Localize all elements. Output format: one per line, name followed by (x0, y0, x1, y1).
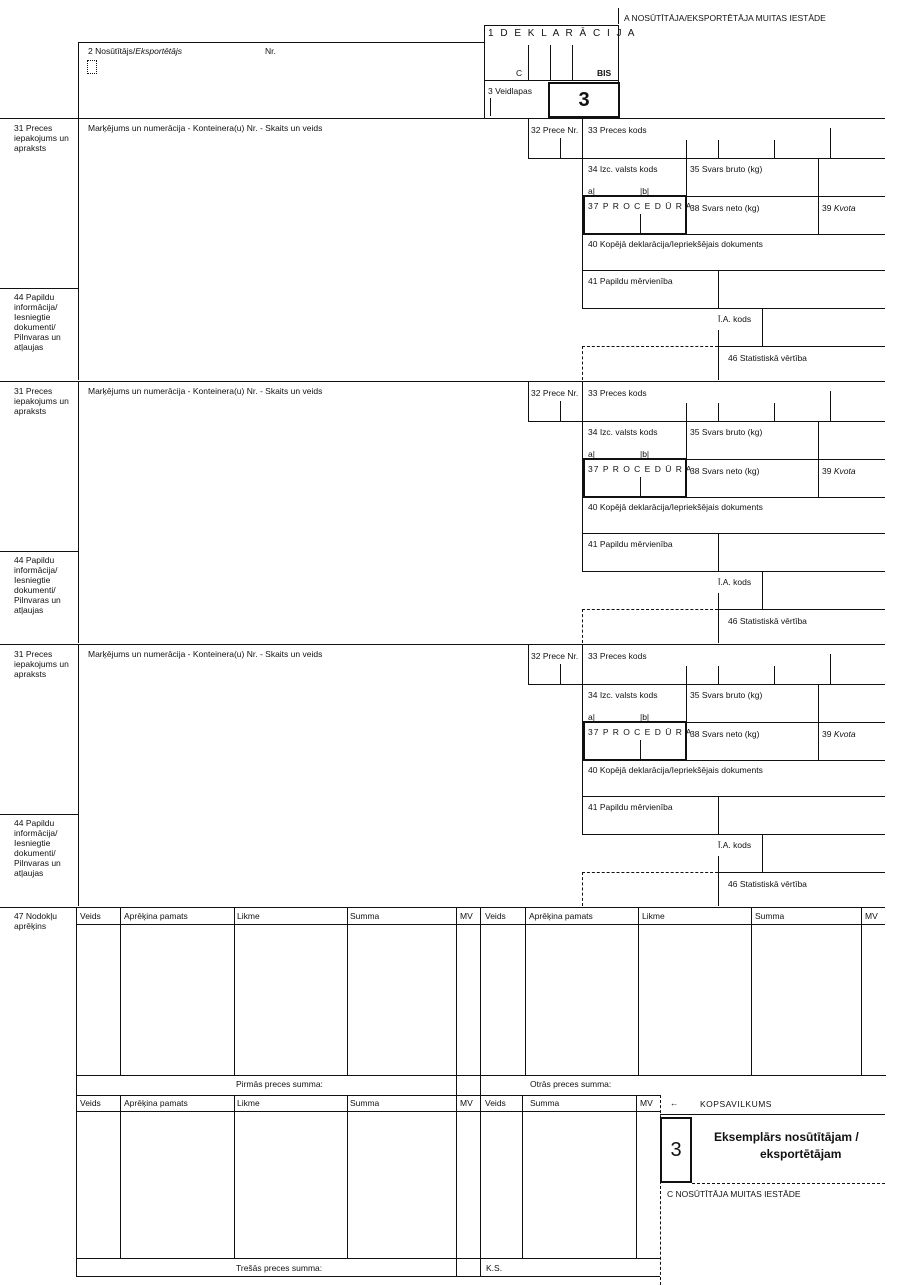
item2-box35: 35 Svars bruto (kg) (690, 427, 763, 437)
item2-box31-label: 31 Preces iepakojums un apraksts (14, 386, 69, 416)
item3-box37: 37 P R O C E D Ū R A (588, 727, 693, 737)
item2-box32: 32 Prece Nr. (531, 388, 579, 398)
item2-desc-label: Marķējums un numerācija - Konteinera(u) Nr. - Skaits un veids (88, 386, 323, 396)
item2-box39: 39 Kvota (822, 466, 856, 476)
item1-ia-kods: Ī.A. kods (718, 314, 752, 324)
item3-box31-label: 31 Preces iepakojums un apraksts (14, 649, 69, 679)
item3-desc-label: Marķējums un numerācija - Konteinera(u) Nr. - Skaits un veids (88, 649, 323, 659)
item3-box39: 39 Kvota (822, 729, 856, 739)
item1-box33: 33 Preces kods (588, 125, 647, 135)
item1-box35: 35 Svars bruto (kg) (690, 164, 763, 174)
item2-box41: 41 Papildu mērvienība (588, 539, 673, 549)
item1-box39: 39 Kvota (822, 203, 856, 213)
summary-label: KOPSAVILKUMS (700, 1099, 772, 1109)
item1-box41: 41 Papildu mērvienība (588, 276, 673, 286)
item2-box40: 40 Kopējā deklarācija/Iepriekšējais dokuments (588, 502, 763, 512)
item3-box44-label: 44 Papildu informācija/ Iesniegtie dokumenti/ Pilnvaras un atļaujas (14, 818, 61, 878)
copy-title-2: eksportētājam (760, 1147, 842, 1161)
copy-title-1: Eksemplārs nosūtītājam / (714, 1130, 859, 1144)
item3-box33: 33 Preces kods (588, 651, 647, 661)
item3-box34: 34 Izc. valsts kods (588, 690, 658, 700)
item3-ia-kods: Ī.A. kods (718, 840, 752, 850)
item1-box40: 40 Kopējā deklarācija/Iepriekšējais dokuments (588, 239, 763, 249)
item2-box38: 38 Svars neto (kg) (690, 466, 760, 476)
field-c-label: C NOSŪTĪTĀJA MUITAS IESTĀDE (667, 1189, 801, 1199)
forms-label: 3 Veidlapas (488, 86, 532, 96)
box47-label: 47 Nodokļu aprēķins (14, 911, 58, 931)
item2-box46: 46 Statistiskā vērtība (728, 616, 807, 626)
item2-ia-kods: Ī.A. kods (718, 577, 752, 587)
ks-label: K.S. (486, 1263, 503, 1273)
item3-box32: 32 Prece Nr. (531, 651, 579, 661)
item3-box46: 46 Statistiskā vērtība (728, 879, 807, 889)
consignor-nr: Nr. (265, 46, 276, 56)
item1-box38: 38 Svars neto (kg) (690, 203, 760, 213)
item2-box33: 33 Preces kods (588, 388, 647, 398)
copy-number-footer: 3 (660, 1117, 692, 1183)
field-a-label: A NOSŪTĪTĀJA/EKSPORTĒTĀJA MUITAS IESTĀDE (624, 13, 826, 23)
item1-box37: 37 P R O C E D Ū R A (588, 201, 693, 211)
item1-box44-label: 44 Papildu informācija/ Iesniegtie dokumenti/ Pilnvaras un atļaujas (14, 292, 61, 352)
item3-box35: 35 Svars bruto (kg) (690, 690, 763, 700)
consignor-label: 2 Nosūtītājs/Eksportētājs (88, 46, 183, 56)
copy-number-box: 3 (548, 82, 620, 118)
second-item-sum: Otrās preces summa: (530, 1079, 612, 1089)
item1-box34: 34 Izc. valsts kods (588, 164, 658, 174)
item2-box34: 34 Izc. valsts kods (588, 427, 658, 437)
item1-box31-label: 31 Preces iepakojums un apraksts (14, 123, 69, 153)
declaration-label: 1 D E K L A R Ā C I J A (488, 28, 637, 39)
item2-box44-label: 44 Papildu informācija/ Iesniegtie dokumenti/ Pilnvaras un atļaujas (14, 555, 61, 615)
item3-box38: 38 Svars neto (kg) (690, 729, 760, 739)
consignor-checkbox[interactable] (87, 60, 97, 74)
first-item-sum: Pirmās preces summa: (236, 1079, 323, 1089)
item1-box32: 32 Prece Nr. (531, 125, 579, 135)
declaration-bis: BIS (597, 68, 612, 78)
item3-box40: 40 Kopējā deklarācija/Iepriekšējais dokuments (588, 765, 763, 775)
declaration-c: C (516, 68, 523, 78)
third-item-sum: Trešās preces summa: (236, 1263, 323, 1273)
item3-box41: 41 Papildu mērvienība (588, 802, 673, 812)
item2-box37: 37 P R O C E D Ū R A (588, 464, 693, 474)
item1-box46: 46 Statistiskā vērtība (728, 353, 807, 363)
summary-arrow: ← (670, 1098, 679, 1108)
item1-desc-label: Marķējums un numerācija - Konteinera(u) Nr. - Skaits un veids (88, 123, 323, 133)
